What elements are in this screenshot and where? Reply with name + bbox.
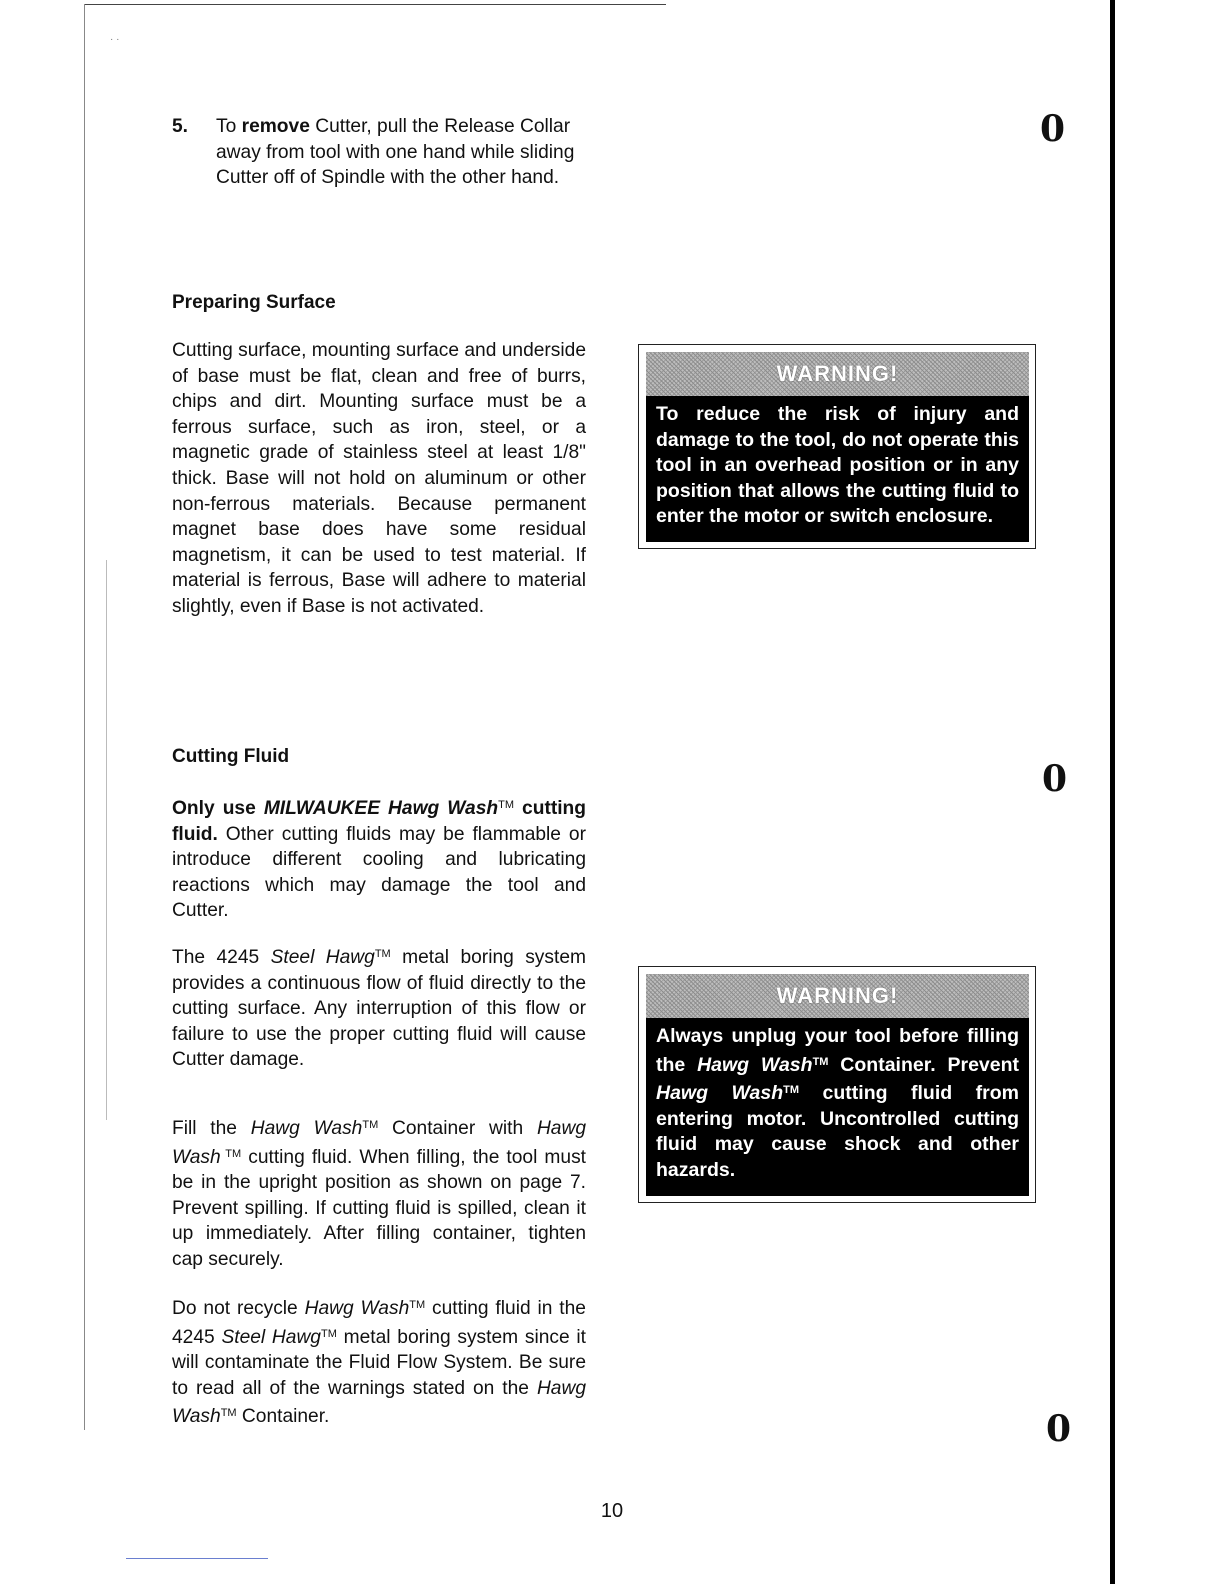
step-number: 5. (172, 116, 189, 137)
cutting-fluid-p2: The 4245 Steel Hawg™ metal boring system provides a continuous flow of fluid directly to the cutting surface. Any interruption of this flow or failure to use the proper cutting fluid will cause Cutter damage. (172, 947, 586, 1071)
binder-hole-icon: 0 (1042, 758, 1068, 800)
warning-text-1: To reduce the risk of injury and damage to the tool, do not operate this tool in an overhead position or in any position that allows the cutting fluid to enter the motor or switch enclosure. (646, 396, 1029, 542)
warning-header-1: WARNING! (646, 352, 1029, 396)
scan-top-edge (84, 4, 666, 5)
warning-text-2: Always unplug your tool before filling the Hawg Wash™ Container. Prevent Hawg Wash™ cutting fluid from entering motor. Uncontrolled cutting fluid may cause shock and other hazards. (646, 1018, 1029, 1196)
binder-hole-icon: 0 (1040, 108, 1066, 150)
heading-cutting-fluid: Cutting Fluid (172, 746, 290, 767)
page-number: 10 (600, 1500, 624, 1522)
warning-header-2: WARNING! (646, 974, 1029, 1018)
cutting-fluid-p4: Do not recycle Hawg Wash™ cutting fluid in the 4245 Steel Hawg™ metal boring system since it will contaminate the Fluid Flow System. Be sure to read all of the warnings stated on the Hawg Wash™ Container. (172, 1298, 587, 1428)
cutting-fluid-p3: Fill the Hawg Wash™ Container with Hawg Wash ™ cutting fluid. When filling, the tool must be in the upright position as shown on page 7. Prevent spilling. If cutting fluid is spilled, clean it up immediately. After filling container, tighten cap securely. (172, 1118, 586, 1270)
step-5 (172, 114, 586, 191)
warning-box-1 (638, 344, 1036, 549)
page-right-edge (1110, 0, 1115, 1584)
binder-hole-icon: 0 (1046, 1408, 1072, 1450)
warning-box-2 (638, 966, 1036, 1203)
preparing-surface-text: Cutting surface, mounting surface and underside of base must be flat, clean and free of burrs, chips and dirt. Mounting surface must be a ferrous surface, such as iron, steel, or a magnetic grade of stainless steel at least 1/8" thick. Base will not hold on aluminum or other non-ferrous materials. Because permanent magnet base does have some residual magnetism, it can be used to test material. If material is ferrous, Base will adhere to material slightly, even if Base is not activated. (172, 340, 586, 617)
heading-preparing-surface: Preparing Surface (172, 292, 336, 313)
scan-left-artifact (106, 560, 107, 1120)
step-text: To remove Cutter, pull the Release Collar away from tool with one hand while sliding Cutter off of Spindle with the other hand. (216, 116, 575, 189)
scan-speck: · · (110, 34, 120, 45)
bottom-scan-line (126, 1558, 268, 1559)
scan-left-edge (84, 4, 85, 1430)
cutting-fluid-p1: Only use MILWAUKEE Hawg Wash™ cutting fluid. Other cutting fluids may be flammable or introduce different cooling and lubricating reactions which may damage the tool and Cutter. (172, 798, 586, 922)
